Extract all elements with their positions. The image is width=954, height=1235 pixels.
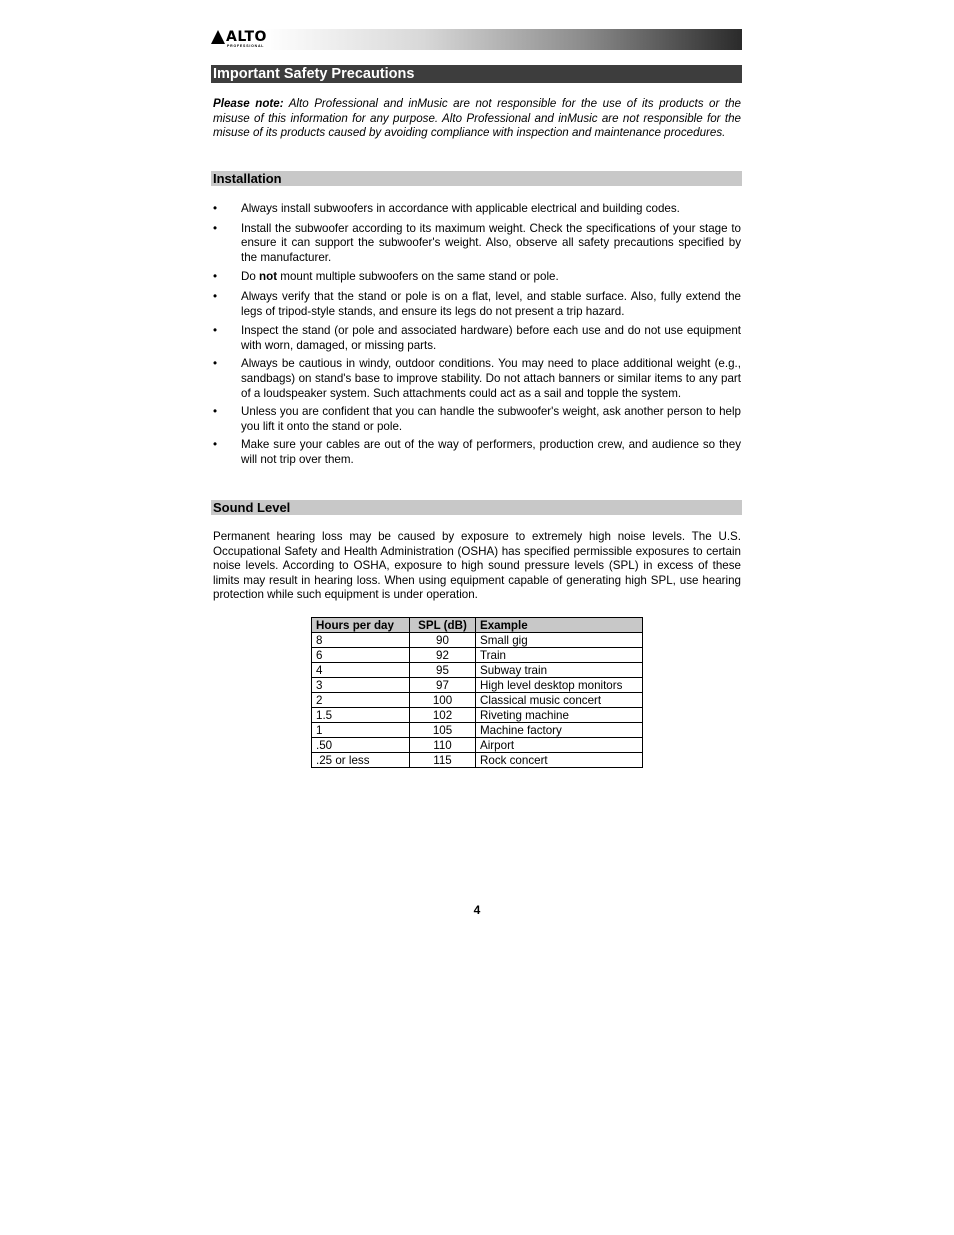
spl-table bbox=[311, 617, 643, 768]
cell-spl: 95 bbox=[410, 663, 476, 678]
please-note-text: Alto Professional and inMusic are not responsible for the use of its products or the misuse of this information for any purpose. Alto Professional and inMusic are not responsible for the misuse of its products caused by avoiding compliance with inspection and maintenance procedures. bbox=[213, 97, 742, 140]
table-header-row bbox=[312, 618, 643, 633]
list-item: • Install the subwoofer according to its maximum weight. Check the specifications of your stage to ensure it can support the subwoofer's weight. Also, observe all safety precautions specified by the manufacturer. bbox=[213, 222, 741, 266]
logo-triangle-icon bbox=[211, 30, 225, 44]
header-example: Example bbox=[476, 618, 643, 633]
installation-list bbox=[213, 202, 741, 468]
table-row bbox=[312, 738, 643, 753]
cell-example: Classical music concert bbox=[476, 693, 643, 708]
list-item: • Inspect the stand (or pole and associated hardware) before each use and do not use equipment with worn, damaged, or missing parts. bbox=[213, 324, 741, 353]
table-row bbox=[312, 663, 643, 678]
cell-hours: 4 bbox=[312, 663, 410, 678]
please-note-label: Please note: bbox=[213, 97, 284, 110]
cell-example: High level desktop monitors bbox=[476, 678, 643, 693]
cell-example: Airport bbox=[476, 738, 643, 753]
cell-spl: 110 bbox=[410, 738, 476, 753]
alto-logo bbox=[211, 29, 269, 50]
table-row bbox=[312, 693, 643, 708]
cell-hours: 2 bbox=[312, 693, 410, 708]
list-item: • Do not mount multiple subwoofers on the same stand or pole. bbox=[213, 270, 741, 285]
header-hours: Hours per day bbox=[312, 618, 410, 633]
logo-subtext: PROFESSIONAL bbox=[227, 44, 265, 48]
cell-spl: 97 bbox=[410, 678, 476, 693]
cell-spl: 105 bbox=[410, 723, 476, 738]
sound-level-paragraph: Permanent hearing loss may be caused by exposure to extremely high noise levels. The U.S. Occupational Safety and Health Administration (OSHA) has specified permissible exposures to certain noise levels. According to OSHA, exposure to high sound pressure levels (SPL) in excess of these limits may result in hearing loss. When using equipment capable of generating high SPL, use hearing protection while such equipment is under operation. bbox=[213, 530, 741, 602]
cell-example: Rock concert bbox=[476, 753, 643, 768]
page-number: 4 bbox=[473, 903, 481, 917]
logo-text: ALTO bbox=[226, 29, 267, 45]
table-row bbox=[312, 753, 643, 768]
cell-example: Machine factory bbox=[476, 723, 643, 738]
table-row bbox=[312, 633, 643, 648]
section-title-sound-level: Sound Level bbox=[211, 500, 742, 515]
please-note-paragraph bbox=[213, 97, 741, 141]
table-row bbox=[312, 678, 643, 693]
cell-hours: 1.5 bbox=[312, 708, 410, 723]
cell-hours: 8 bbox=[312, 633, 410, 648]
header-spl: SPL (dB) bbox=[410, 618, 476, 633]
cell-example: Riveting machine bbox=[476, 708, 643, 723]
table-row bbox=[312, 723, 643, 738]
cell-example: Train bbox=[476, 648, 643, 663]
list-item: • Always verify that the stand or pole is on a flat, level, and stable surface. Also, fully extend the legs of tripod-style stands, and ensure its legs do not present a trip hazard. bbox=[213, 290, 741, 319]
list-item: • Make sure your cables are out of the way of performers, production crew, and audience so they will not trip over them. bbox=[213, 438, 741, 467]
cell-hours: 6 bbox=[312, 648, 410, 663]
cell-example: Small gig bbox=[476, 633, 643, 648]
section-title-installation: Installation bbox=[211, 171, 742, 186]
cell-hours: 3 bbox=[312, 678, 410, 693]
cell-spl: 102 bbox=[410, 708, 476, 723]
cell-spl: 90 bbox=[410, 633, 476, 648]
cell-hours: 1 bbox=[312, 723, 410, 738]
cell-example: Subway train bbox=[476, 663, 643, 678]
table-row bbox=[312, 648, 643, 663]
table-row bbox=[312, 708, 643, 723]
list-item: • Always install subwoofers in accordance with applicable electrical and building codes. bbox=[213, 202, 741, 217]
list-item: • Unless you are confident that you can handle the subwoofer's weight, ask another person to help you lift it onto the stand or pole. bbox=[213, 405, 741, 434]
section-title-safety: Important Safety Precautions bbox=[211, 65, 742, 83]
cell-spl: 100 bbox=[410, 693, 476, 708]
list-item: • Always be cautious in windy, outdoor conditions. You may need to place additional weight (e.g., sandbags) on stand's base to improve stability. Do not attach banners or similar items to any part of a loudspeaker system. Such attachments could act as a sail and topple the system. bbox=[213, 357, 741, 401]
header-bar bbox=[211, 29, 742, 50]
cell-spl: 115 bbox=[410, 753, 476, 768]
cell-spl: 92 bbox=[410, 648, 476, 663]
cell-hours: .50 bbox=[312, 738, 410, 753]
cell-hours: .25 or less bbox=[312, 753, 410, 768]
